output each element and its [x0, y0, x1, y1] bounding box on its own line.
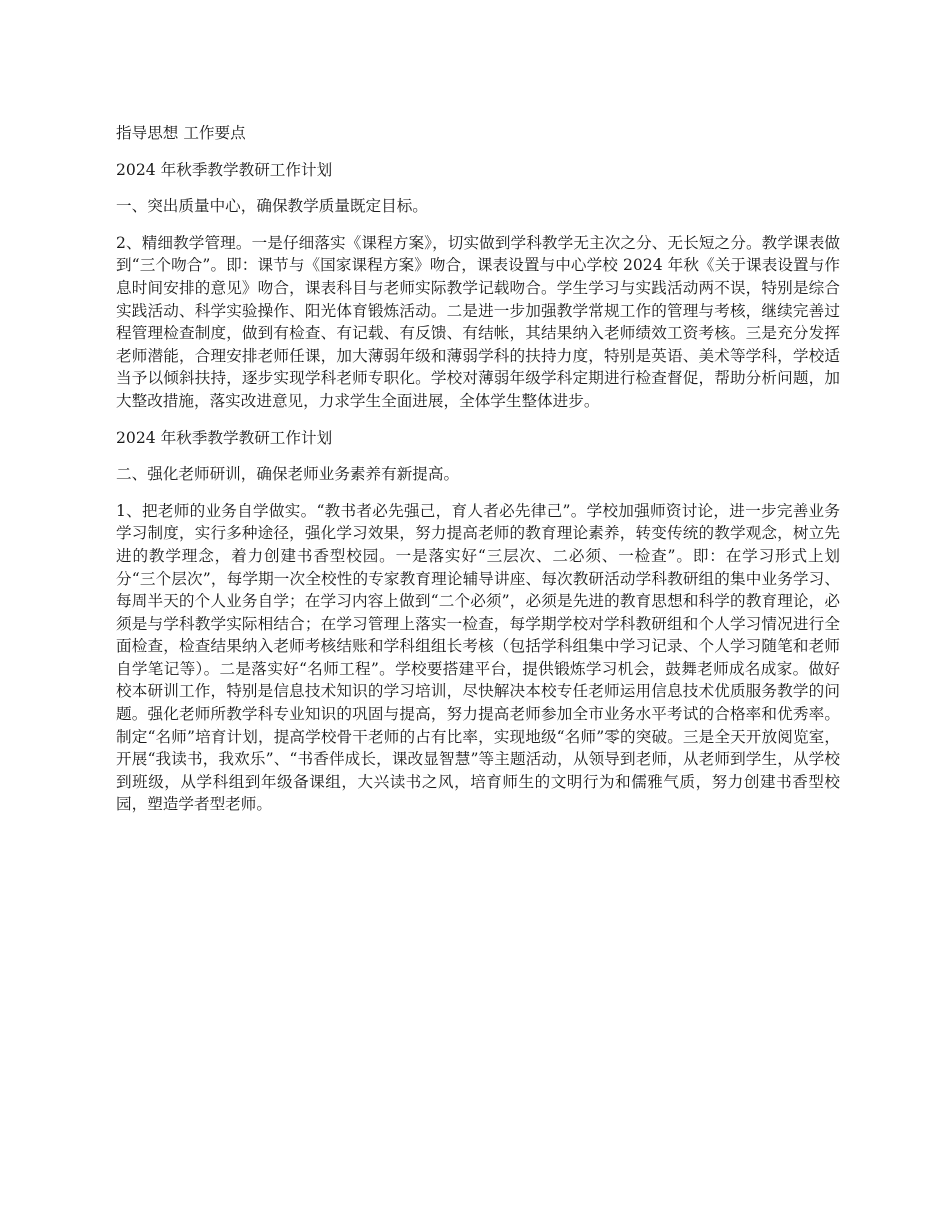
- section-heading: 2024 年秋季教学教研工作计划: [116, 428, 333, 447]
- document-page: [116, 122, 840, 830]
- paragraph: 一、突出质量中心，确保教学质量既定目标。: [116, 197, 428, 216]
- section-heading: 2024 年秋季教学教研工作计划: [116, 160, 333, 179]
- paragraph: 1、把老师的业务自学做实。“教书者必先强己，育人者必先律己”。学校加强师资讨论，进一步完善业务学习制度，实行多种途径，强化学习效果，努力提高老师的教育理论素养，转变传统的教学观念，树立先进的教学理念，着力创建书香型校园。一是落实好“三层次、二必须、一检查”。即：在学习形式上划分“三个层次”，每学期一次全校性的专家教育理论辅导讲座、每次教研活动学科教研组的集中业务学习、每周半天的个人业务自学；在学习内容上做到“二个必须”，必须是先进的教育思想和科学的教育理论，必须是与学科教学实际相结合；在学习管理上落实一检查，每学期学校对学科教研组和个人学习情况进行全面检查，检查结果纳入老师考核结账和学科组组长考核（包括学科组集中学习记录、个人学习随笔和老师自学笔记等）。二是落实好“名师工程”。学校要搭建平台，提供锻炼学习机会，鼓舞老师成名成家。做好校本研训工作，特别是信息技术知识的学习培训，尽快解决本校专任老师运用信息技术优质服务教学的问题。强化老师所教学科专业知识的巩固与提高，努力提高老师参加全市业务水平考试的合格率和优秀率。制定“名师”培育计划，提高学校骨干老师的占有比率，实现地级“名师”零的突破。三是全天开放阅览室，开展“我读书，我欢乐”、“书香伴成长，课改显智慧”等主题活动，从领导到老师，从老师到学生，从学校到班级，从学科组到年级备课组，大兴读书之风，培育师生的文明行为和儒雅气质，努力创建书香型校园，塑造学者型老师。: [116, 501, 840, 814]
- document-title: 指导思想 工作要点: [116, 124, 246, 142]
- paragraph: 2、精细教学管理。一是仔细落实《课程方案》，切实做到学科教学无主次之分、无长短之分。教学课表做到“三个吻合”。即：课节与《国家课程方案》吻合，课表设置与中心学校 2024 年秋《关于课表设置与作息时间安排的意见》吻合，课表科目与老师实际教学记载吻合。学生学习与实践活动两不误，特别是综合实践活动、科学实验操作、阳光体育锻炼活动。二是进一步加强教学常规工作的管理与考核，继续完善过程管理检查制度，做到有检查、有记载、有反馈、有结帐，其结果纳入老师绩效工资考核。三是充分发挥老师潜能，合理安排老师任课，加大薄弱年级和薄弱学科的扶持力度，特别是英语、美术等学科，学校适当予以倾斜扶持，逐步实现学科老师专职化。学校对薄弱年级学科定期进行检查督促，帮助分析问题，加大整改措施，落实改进意见，力求学生全面进展，全体学生整体进步。: [116, 233, 840, 410]
- paragraph: 二、强化老师研训，确保老师业务素养有新提高。: [116, 465, 460, 484]
